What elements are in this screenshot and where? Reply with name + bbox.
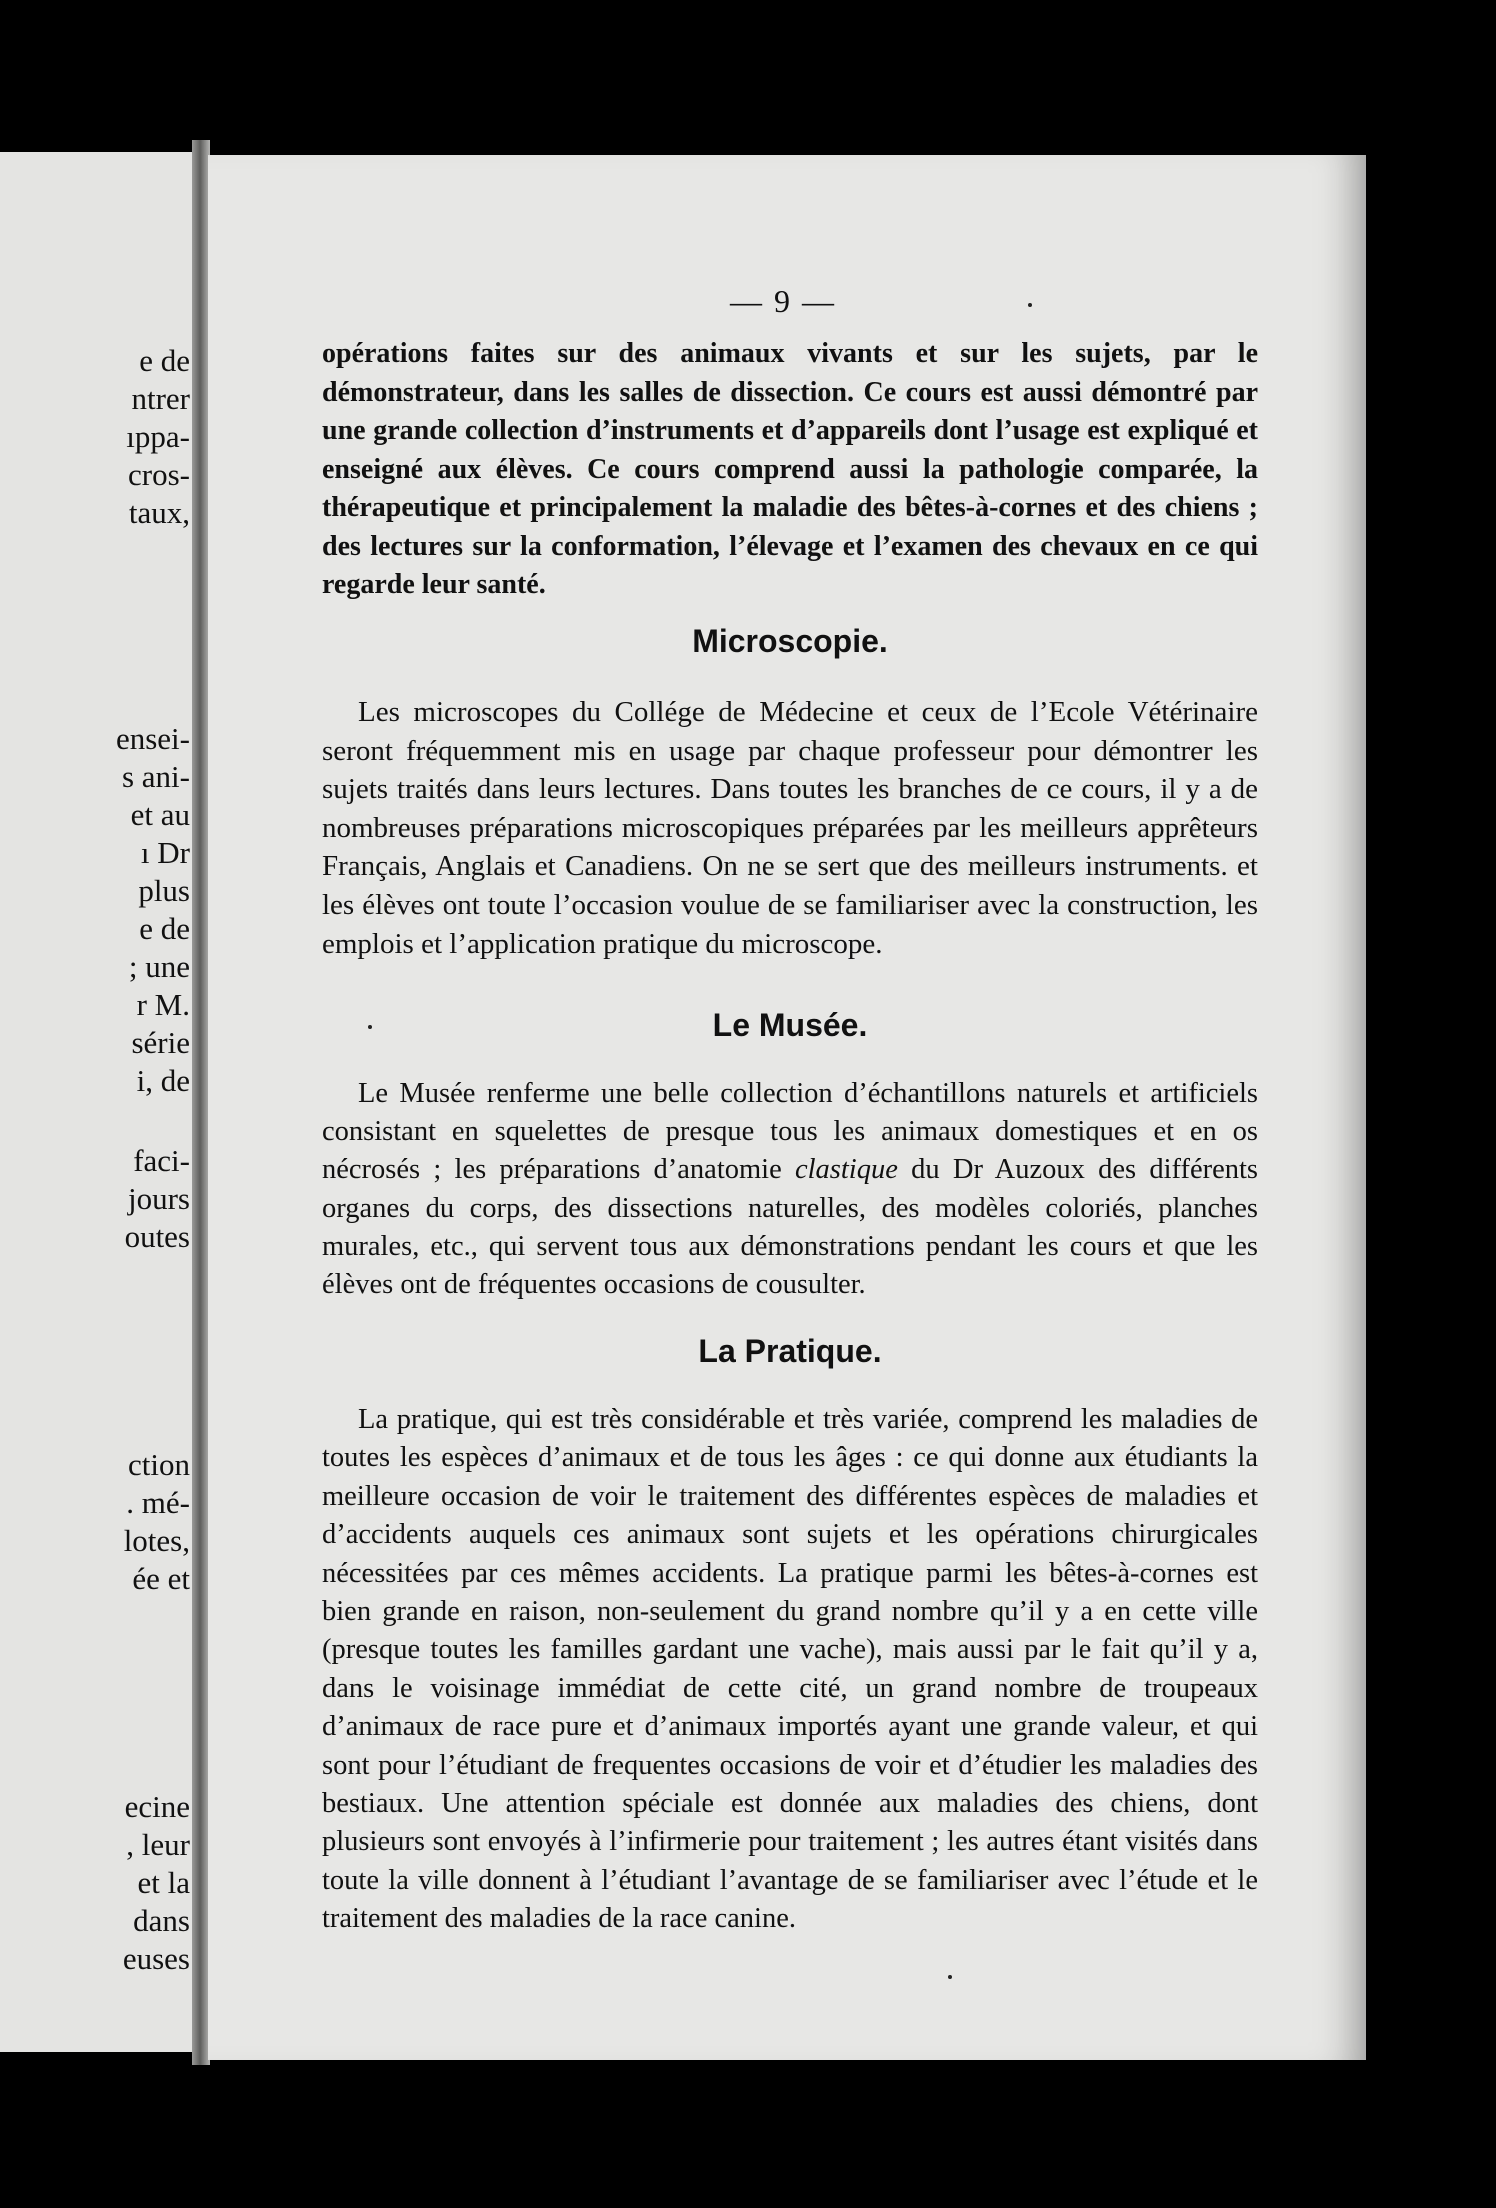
- section-heading-microscopie: Microscopie.: [692, 623, 888, 659]
- left-line: , leur: [126, 1827, 190, 1862]
- left-line: et la: [137, 1865, 190, 1900]
- section-heading-musee: Le Musée.: [712, 1007, 868, 1043]
- left-line: e de: [139, 911, 190, 946]
- left-line: ensei-: [115, 721, 190, 756]
- section-text-pratique: La pratique, qui est très considérable et très variée, comprend les maladies de toutes les espèces d’animaux et de tous les âges : ce qui donne aux étudiants la meilleure occasion de voir le traitement des différentes espèces de maladies et d’accidents auquels ces animaux sont sujets et les opérations chirurgicales nécessitées par ces mêmes accidents. La pratique parmi les bêtes-à-cornes est bien grande en raison, non-seulement du grand nombre qu’il y a en cette ville (presque toutes les familles gardant une vache), mais aussi par le fait qu’il y a, dans le voisinage immédiat de cette cité, un grand nombre de troupeaux d’animaux de race pure et d’animaux importés ayant une grande valeur, et qui sont pour l’étudiant de frequentes occasions de voir et d’étudier les maladies des bestiaux. Une attention spéciale est donnée aux maladies des chiens, dont plusieurs sont envoyés à l’infirmerie pour traitement ; les autres étant visités dans toute la ville donnent à l’étudiant l’avantage de se familiariser avec l’étude et le traitement des maladies de la race canine.: [322, 1404, 1258, 1935]
- left-page-fragment: [0, 152, 196, 2052]
- musee-text-part-a: Le Musée renferme une belle collection d’échantillons naturels et artificiels consistant en squelettes de presque tous les animaux domestiques et en os nécrosés ; les préparations d’anatomie: [322, 1078, 1258, 1186]
- musee-text-part-b: du Dr Auzoux des différents organes du corps, des dissections naturelles, des modèles coloriés, planches murales, etc., qui servent tous aux démonstrations pendant les cours et que les élèves ont de fréquentes occasions de cousulter.: [322, 1154, 1259, 1301]
- left-line: . mé-: [126, 1485, 190, 1520]
- left-line: série: [131, 1025, 190, 1060]
- left-line: ıppa-: [126, 419, 190, 454]
- ink-speck: [368, 1025, 372, 1029]
- left-line: taux,: [128, 495, 190, 530]
- left-line: e de: [139, 343, 190, 378]
- left-line: dans: [133, 1903, 190, 1938]
- left-line: ntrer: [131, 381, 190, 416]
- left-line: et au: [130, 797, 190, 832]
- page-number: — 9 —: [730, 283, 836, 319]
- left-line: ction: [128, 1447, 190, 1482]
- left-line: r M.: [136, 987, 190, 1022]
- left-line: outes: [124, 1219, 190, 1254]
- left-line: lotes,: [123, 1523, 190, 1558]
- left-line: ; une: [128, 949, 190, 984]
- left-line: ı Dr: [140, 835, 190, 870]
- ink-speck: [948, 1975, 952, 1979]
- section-text-musee: [322, 1075, 1258, 1304]
- left-line: s ani-: [121, 759, 190, 794]
- paragraph-continuation: opérations faites sur des animaux vivants et sur les sujets, par le démonstrateur, dans les salles de dissection. Ce cours est aussi démontré par une grande collection d’instruments et d’appareils dont l’usage est expliqué et enseigné aux élèves. Ce cours comprend aussi la pathologie comparée, la thérapeutique et principalement la maladie des bêtes-à-cornes et des chiens ; des lectures sur la conformation, l’élevage et l’examen des chevaux en ce qui regarde leur santé.: [322, 338, 1258, 600]
- left-line: ée et: [132, 1561, 190, 1596]
- left-line: jours: [128, 1181, 190, 1216]
- left-line: ecine: [124, 1789, 190, 1824]
- section-heading-pratique: La Pratique.: [698, 1333, 882, 1369]
- left-line: faci-: [133, 1143, 190, 1178]
- section-text-microscopie: Les microscopes du Collége de Médecine et ceux de l’Ecole Vétérinaire seront fréquemment mis en usage par chaque professeur pour démontrer les sujets traités dans leurs lectures. Dans toutes les branches de ce cours, il y a de nombreuses préparations microscopiques préparées par les meilleurs apprêteurs Français, Anglais et Canadiens. On ne se sert que des meilleurs instruments. et les élèves ont toute l’occasion voulue de se familiariser avec la construction, les emplois et l’application pratique du microscope.: [322, 696, 1258, 960]
- ink-speck: [1028, 303, 1032, 307]
- left-line: euses: [122, 1941, 190, 1976]
- left-line: plus: [138, 873, 190, 908]
- left-line: i, de: [136, 1063, 190, 1098]
- right-page: [208, 155, 1366, 2060]
- left-line: cros-: [128, 457, 190, 492]
- musee-italic-term: clastique: [794, 1154, 898, 1186]
